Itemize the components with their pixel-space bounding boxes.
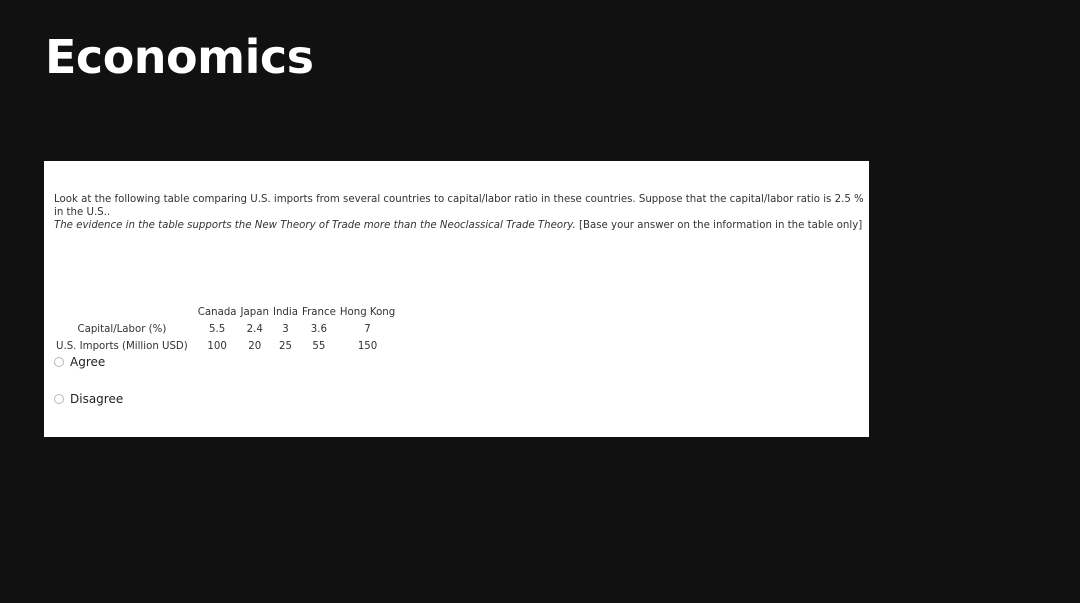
question-intro: Look at the following table comparing U.S. imports from several countries to capital/labor ratio in these countries. Suppose that the capital/labor ratio is 2.5 % in the U.S.. bbox=[54, 194, 864, 218]
data-table bbox=[54, 304, 397, 355]
table-header-cell: Hong Kong bbox=[339, 307, 396, 318]
table-cell: 3.6 bbox=[310, 324, 327, 335]
table-cell: 20 bbox=[248, 341, 262, 352]
table-header-cell: India bbox=[272, 307, 298, 318]
question-note: [Base your answer on the information in the table only] bbox=[579, 220, 863, 231]
disagree-radio[interactable] bbox=[54, 394, 64, 404]
question-statement: The evidence in the table supports the New Theory of Trade more than the Neoclassical Trade Theory. bbox=[54, 220, 576, 231]
option-disagree[interactable] bbox=[54, 392, 123, 406]
agree-radio[interactable] bbox=[54, 357, 64, 367]
table-cell: 2.4 bbox=[246, 324, 263, 335]
table-cell: 100 bbox=[207, 341, 227, 352]
table-cell: 25 bbox=[278, 341, 292, 352]
option-label: Disagree bbox=[70, 392, 124, 406]
table-row-label: Capital/Labor (%) bbox=[77, 324, 167, 335]
table-header-row bbox=[54, 304, 397, 321]
table-row-label: U.S. Imports (Million USD) bbox=[56, 341, 188, 352]
table-row bbox=[54, 338, 397, 355]
table-header-cell bbox=[54, 304, 196, 321]
table-header-cell: Canada bbox=[197, 307, 237, 318]
option-label: Agree bbox=[70, 355, 106, 369]
question-card bbox=[44, 161, 869, 437]
table-cell: 150 bbox=[357, 341, 378, 352]
table-cell: 3 bbox=[282, 324, 289, 335]
table-header-cell: Japan bbox=[240, 307, 269, 318]
page-title: Economics bbox=[45, 30, 314, 84]
table-row bbox=[54, 321, 397, 338]
table-cell: 5.5 bbox=[209, 324, 226, 335]
table-cell: 7 bbox=[364, 324, 371, 335]
table-cell: 55 bbox=[312, 341, 326, 352]
table-header-cell: France bbox=[301, 307, 336, 318]
option-agree[interactable] bbox=[54, 355, 105, 369]
question-text bbox=[54, 193, 866, 232]
